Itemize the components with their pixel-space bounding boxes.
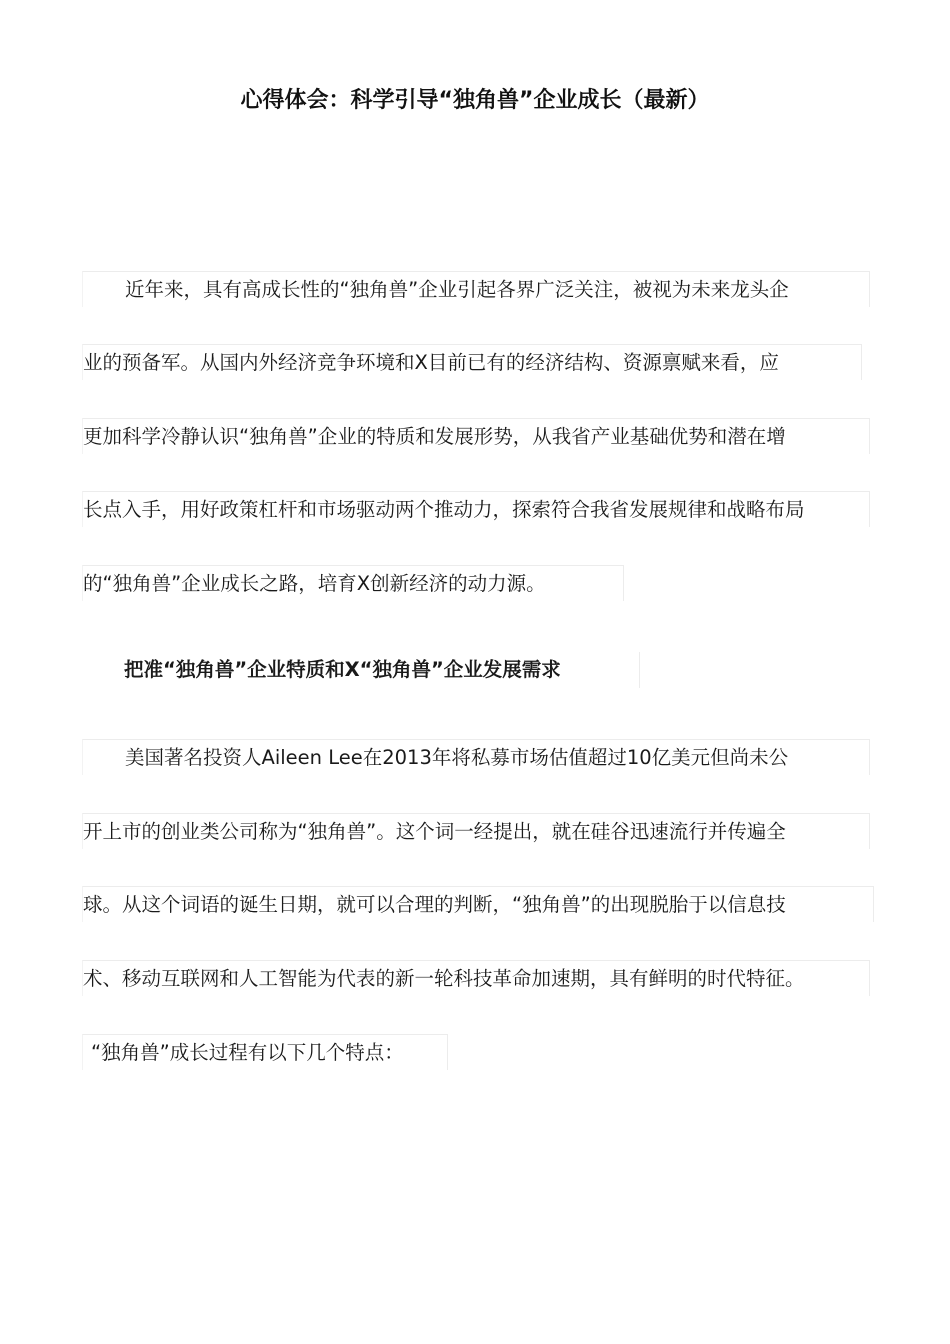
- paragraph-line: 术、移动互联网和人工智能为代表的新一轮科技革命加速期，具有鲜明的时代特征。: [82, 960, 870, 996]
- paragraph-line: 美国著名投资人Aileen Lee在2013年将私募市场估值超过10亿美元但尚未公: [82, 739, 870, 775]
- paragraph-line: 开上市的创业类公司称为“独角兽”。这个词一经提出，就在硅谷迅速流行并传遍全: [82, 813, 870, 849]
- paragraph-line: 业的预备军。从国内外经济竞争环境和X目前已有的经济结构、资源禀赋来看，应: [82, 344, 862, 380]
- paragraph-line: 长点入手，用好政策杠杆和市场驱动两个推动力，探索符合我省发展规律和战略布局: [82, 491, 870, 527]
- section-heading: 把准“独角兽”企业特质和X“独角兽”企业发展需求: [82, 652, 640, 688]
- paragraph-line: 更加科学冷静认识“独角兽”企业的特质和发展形势，从我省产业基础优势和潜在增: [82, 418, 870, 454]
- paragraph-line: “独角兽”成长过程有以下几个特点：: [82, 1034, 448, 1070]
- paragraph-line: 近年来，具有高成长性的“独角兽”企业引起各界广泛关注，被视为未来龙头企: [82, 271, 870, 307]
- paragraph-line: 球。从这个词语的诞生日期，就可以合理的判断，“独角兽”的出现脱胎于以信息技: [82, 886, 874, 922]
- document-title: 心得体会：科学引导“独角兽”企业成长（最新）: [240, 88, 710, 113]
- paragraph-line: 的“独角兽”企业成长之路，培育X创新经济的动力源。: [82, 565, 624, 601]
